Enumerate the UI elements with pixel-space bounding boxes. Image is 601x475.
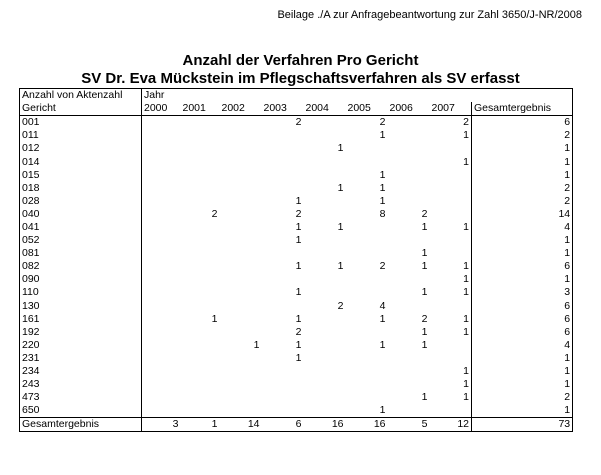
- count-cell: [430, 142, 472, 155]
- count-cell: 1: [421, 260, 428, 273]
- count-cell: [262, 378, 304, 391]
- row-total-cell: 2: [472, 195, 573, 208]
- gericht-cell: 041: [20, 221, 142, 234]
- count-cell: [142, 142, 181, 155]
- count-cell: [142, 195, 181, 208]
- count-cell: 1: [379, 129, 386, 142]
- table-row: [20, 300, 573, 313]
- count-cell: [142, 391, 181, 404]
- count-cell: 4: [379, 299, 386, 312]
- row-total-cell: 6: [472, 326, 573, 339]
- row-total-cell: 1: [472, 378, 573, 391]
- count-cell: [388, 352, 430, 365]
- count-cell: [304, 404, 346, 418]
- count-cell: [346, 326, 388, 339]
- count-cell: [220, 155, 262, 168]
- year-header: 2003: [262, 102, 304, 116]
- row-total-cell: 4: [472, 221, 573, 234]
- count-cell: [388, 155, 430, 168]
- gericht-cell: 082: [20, 260, 142, 273]
- count-cell: [220, 142, 262, 155]
- table-header-row: [20, 102, 573, 116]
- table-row: [20, 221, 573, 234]
- table-row: [20, 169, 573, 182]
- count-cell: [388, 129, 430, 142]
- count-cell: 2: [211, 207, 218, 220]
- count-cell: [142, 169, 181, 182]
- count-cell: 2: [295, 325, 302, 338]
- count-cell: 1: [295, 194, 302, 207]
- count-cell: [181, 116, 220, 130]
- row-total-cell: 1: [472, 273, 573, 286]
- count-cell: [346, 155, 388, 168]
- count-cell: 2: [463, 116, 469, 129]
- table-row: [20, 142, 573, 155]
- count-cell: [220, 208, 262, 221]
- count-cell: 1: [379, 404, 386, 417]
- gericht-cell: 234: [20, 365, 142, 378]
- count-cell: 1: [463, 273, 469, 286]
- count-cell: 1: [253, 338, 260, 351]
- count-cell: [220, 260, 262, 273]
- count-cell: 1: [463, 220, 469, 233]
- count-cell: [142, 221, 181, 234]
- grand-total-row: [20, 418, 573, 432]
- count-cell: [142, 339, 181, 352]
- count-cell: [388, 169, 430, 182]
- count-cell: 1: [421, 286, 428, 299]
- row-total-cell: 6: [472, 116, 573, 130]
- count-cell: [142, 260, 181, 273]
- row-total-cell: 1: [472, 365, 573, 378]
- count-cell: [430, 247, 472, 260]
- count-cell: [304, 169, 346, 182]
- year-total-cell: 6: [262, 418, 304, 432]
- count-cell: [304, 273, 346, 286]
- count-cell: [142, 129, 181, 142]
- count-cell: 1: [421, 220, 428, 233]
- count-cell: [142, 116, 181, 130]
- gericht-cell: 012: [20, 142, 142, 155]
- table-row: [20, 404, 573, 418]
- count-cell: [181, 195, 220, 208]
- table-row: [20, 378, 573, 391]
- count-cell: [181, 221, 220, 234]
- count-cell: [142, 273, 181, 286]
- count-cell: 1: [337, 181, 344, 194]
- year-header: 2002: [220, 102, 262, 116]
- row-total-cell: 6: [472, 300, 573, 313]
- gericht-cell: 001: [20, 116, 142, 130]
- count-cell: [181, 182, 220, 195]
- count-cell: [388, 234, 430, 247]
- count-cell: [430, 195, 472, 208]
- table-row: [20, 129, 573, 142]
- gericht-cell: 018: [20, 182, 142, 195]
- count-cell: 2: [379, 260, 386, 273]
- count-cell: 1: [295, 338, 302, 351]
- year-header: 2001: [181, 102, 220, 116]
- table-row: [20, 273, 573, 286]
- count-cell: [220, 326, 262, 339]
- row-total-cell: 1: [472, 247, 573, 260]
- count-cell: 8: [379, 207, 386, 220]
- gericht-cell: 473: [20, 391, 142, 404]
- count-cell: 1: [463, 365, 469, 378]
- row-total-cell: 1: [472, 234, 573, 247]
- year-header: 2000: [142, 102, 181, 116]
- count-cell: [262, 273, 304, 286]
- count-cell: [388, 365, 430, 378]
- count-cell: [181, 378, 220, 391]
- count-cell: [388, 116, 430, 130]
- count-cell: [220, 300, 262, 313]
- row-total-cell: 14: [472, 208, 573, 221]
- count-cell: [346, 247, 388, 260]
- count-cell: 1: [463, 378, 469, 391]
- count-cell: 2: [421, 312, 428, 325]
- table-row: [20, 365, 573, 378]
- table-header-row-top: [20, 89, 573, 103]
- count-cell: [388, 182, 430, 195]
- count-cell: [220, 234, 262, 247]
- row-total-cell: 1: [472, 169, 573, 182]
- count-cell: [181, 234, 220, 247]
- count-cell: [181, 169, 220, 182]
- count-cell: [262, 155, 304, 168]
- count-cell: [304, 352, 346, 365]
- gericht-cell: 090: [20, 273, 142, 286]
- count-cell: 1: [211, 312, 218, 325]
- year-total-cell: 5: [388, 418, 430, 432]
- year-total-cell: 16: [304, 418, 346, 432]
- table-subtitle: SV Dr. Eva Mückstein im Pflegschaftsverfahren als SV erfasst: [81, 70, 520, 87]
- row-total-cell: 6: [472, 260, 573, 273]
- row-total-cell: 3: [472, 286, 573, 299]
- count-cell: 1: [295, 286, 302, 299]
- count-cell: [346, 365, 388, 378]
- count-cell: [262, 404, 304, 418]
- gericht-cell: 231: [20, 352, 142, 365]
- count-cell: [304, 155, 346, 168]
- count-cell: [220, 352, 262, 365]
- year-total-cell: 12: [430, 418, 472, 432]
- count-cell: [220, 286, 262, 299]
- count-cell: [430, 182, 472, 195]
- count-cell: 1: [295, 234, 302, 247]
- table-row: [20, 326, 573, 339]
- gericht-cell: 081: [20, 247, 142, 260]
- gericht-cell: 040: [20, 208, 142, 221]
- count-cell: [142, 182, 181, 195]
- gericht-cell: 243: [20, 378, 142, 391]
- count-cell: [181, 339, 220, 352]
- count-cell: 1: [421, 247, 428, 260]
- count-cell: [304, 391, 346, 404]
- row-total-cell: 6: [472, 313, 573, 326]
- count-cell: 2: [379, 116, 386, 129]
- count-cell: [346, 378, 388, 391]
- count-cell: [220, 404, 262, 418]
- count-cell: [430, 300, 472, 313]
- gericht-cell: 052: [20, 234, 142, 247]
- count-cell: 1: [379, 168, 386, 181]
- count-cell: [220, 116, 262, 130]
- count-cell: 1: [295, 260, 302, 273]
- count-cell: [220, 378, 262, 391]
- table-row: [20, 391, 573, 404]
- count-cell: 1: [463, 391, 469, 404]
- gericht-cell: 130: [20, 300, 142, 313]
- count-cell: [262, 129, 304, 142]
- count-cell: [142, 286, 181, 299]
- count-cell: [304, 378, 346, 391]
- table-row: [20, 247, 573, 260]
- count-cell: [304, 365, 346, 378]
- table-row: [20, 155, 573, 168]
- table-row: [20, 352, 573, 365]
- count-cell: [304, 313, 346, 326]
- count-cell: 1: [421, 391, 428, 404]
- court-cases-table: [19, 88, 573, 432]
- count-cell: [262, 169, 304, 182]
- count-cell: [388, 300, 430, 313]
- count-cell: [304, 339, 346, 352]
- count-cell: [142, 365, 181, 378]
- count-cell: [220, 195, 262, 208]
- count-cell: [430, 208, 472, 221]
- count-cell: [181, 142, 220, 155]
- grand-total-label: Gesamtergebnis: [20, 418, 142, 432]
- row-total-cell: 2: [472, 182, 573, 195]
- count-cell: [142, 234, 181, 247]
- count-cell: [142, 247, 181, 260]
- row-total-cell: 1: [472, 155, 573, 168]
- count-cell: [304, 286, 346, 299]
- gericht-cell: 028: [20, 195, 142, 208]
- gericht-cell: 220: [20, 339, 142, 352]
- year-header: 2005: [346, 102, 388, 116]
- row-total-cell: 2: [472, 129, 573, 142]
- gericht-cell: 011: [20, 129, 142, 142]
- row-total-cell: 1: [472, 352, 573, 365]
- count-cell: [220, 129, 262, 142]
- count-cell: [181, 300, 220, 313]
- count-cell: [430, 169, 472, 182]
- gericht-cell: 650: [20, 404, 142, 418]
- document-reference: Beilage ./A zur Anfragebeantwortung zur Zahl 3650/J-NR/2008: [277, 9, 582, 21]
- row-total-cell: 2: [472, 391, 573, 404]
- count-cell: 1: [463, 260, 469, 273]
- year-total-cell: 14: [220, 418, 262, 432]
- row-total-cell: 1: [472, 142, 573, 155]
- gericht-cell: 192: [20, 326, 142, 339]
- table-row: [20, 234, 573, 247]
- count-cell: [181, 260, 220, 273]
- table-row: [20, 339, 573, 352]
- count-cell: [346, 286, 388, 299]
- year-header: 2007: [430, 102, 472, 116]
- count-cell: 1: [463, 155, 469, 168]
- table-row: [20, 116, 573, 130]
- count-cell: [346, 273, 388, 286]
- row-header-label: Gericht: [20, 102, 142, 116]
- count-cell: 2: [337, 299, 344, 312]
- row-total-cell: 4: [472, 339, 573, 352]
- count-cell: [220, 247, 262, 260]
- count-cell: [220, 313, 262, 326]
- count-cell: 1: [295, 312, 302, 325]
- count-cell: 1: [463, 129, 469, 142]
- count-cell: 1: [337, 260, 344, 273]
- count-cell: [388, 195, 430, 208]
- gericht-cell: 014: [20, 155, 142, 168]
- count-cell: [142, 155, 181, 168]
- count-cell: [304, 234, 346, 247]
- count-cell: [220, 391, 262, 404]
- count-cell: [262, 365, 304, 378]
- table-row: [20, 195, 573, 208]
- table-row: [20, 313, 573, 326]
- count-cell: [220, 169, 262, 182]
- count-cell: [430, 234, 472, 247]
- count-cell: [388, 142, 430, 155]
- count-cell: [346, 391, 388, 404]
- count-cell: [181, 391, 220, 404]
- count-cell: [430, 339, 472, 352]
- count-cell: [142, 378, 181, 391]
- count-cell: 1: [295, 351, 302, 364]
- count-cell: 1: [337, 142, 344, 155]
- count-cell: [304, 195, 346, 208]
- count-cell: [181, 273, 220, 286]
- grand-total-cell: 73: [472, 418, 573, 432]
- gericht-cell: 015: [20, 169, 142, 182]
- count-cell: [262, 182, 304, 195]
- count-cell: [388, 404, 430, 418]
- year-group-label: Jahr: [142, 89, 573, 103]
- count-cell: [142, 404, 181, 418]
- count-cell: 1: [379, 312, 386, 325]
- year-header: 2006: [388, 102, 430, 116]
- count-cell: [220, 365, 262, 378]
- count-cell: 1: [379, 194, 386, 207]
- count-cell: 1: [421, 325, 428, 338]
- count-cell: 1: [463, 325, 469, 338]
- year-total-cell: 16: [346, 418, 388, 432]
- count-cell: 1: [421, 338, 428, 351]
- count-cell: [304, 116, 346, 130]
- count-cell: [181, 129, 220, 142]
- count-cell: [304, 208, 346, 221]
- count-cell: 1: [463, 286, 469, 299]
- table-row: [20, 260, 573, 273]
- count-cell: [181, 365, 220, 378]
- count-cell: [181, 155, 220, 168]
- count-cell: [346, 221, 388, 234]
- gericht-cell: 110: [20, 286, 142, 299]
- count-cell: [181, 352, 220, 365]
- year-total-cell: 1: [181, 418, 220, 432]
- count-cell: [181, 404, 220, 418]
- table-row: [20, 182, 573, 195]
- count-cell: [388, 378, 430, 391]
- count-cell: [142, 300, 181, 313]
- table-row: [20, 208, 573, 221]
- count-cell: [220, 221, 262, 234]
- table-row: [20, 286, 573, 299]
- count-cell: [181, 326, 220, 339]
- count-cell: 2: [295, 207, 302, 220]
- count-cell: [388, 273, 430, 286]
- count-cell: [262, 300, 304, 313]
- count-cell: [142, 326, 181, 339]
- count-cell: [346, 234, 388, 247]
- count-cell: 1: [463, 312, 469, 325]
- table-title: Anzahl der Verfahren Pro Gericht: [182, 52, 419, 69]
- count-cell: [220, 182, 262, 195]
- count-cell: 2: [421, 207, 428, 220]
- count-cell: 2: [295, 116, 302, 129]
- count-cell: [430, 404, 472, 418]
- count-cell: [304, 247, 346, 260]
- count-cell: [430, 352, 472, 365]
- count-cell: 1: [379, 181, 386, 194]
- row-total-cell: 1: [472, 404, 573, 418]
- count-cell: [346, 142, 388, 155]
- count-cell: 1: [379, 338, 386, 351]
- count-cell: [142, 208, 181, 221]
- count-cell: [262, 142, 304, 155]
- count-cell: [142, 352, 181, 365]
- count-cell: [181, 286, 220, 299]
- year-total-cell: 3: [142, 418, 181, 432]
- count-cell: 1: [337, 220, 344, 233]
- year-header: 2004: [304, 102, 346, 116]
- count-cell: [304, 326, 346, 339]
- total-header: Gesamtergebnis: [472, 102, 573, 116]
- count-cell: [346, 352, 388, 365]
- count-cell: 1: [295, 220, 302, 233]
- count-cell: [304, 129, 346, 142]
- corner-label: Anzahl von Aktenzahl: [20, 89, 142, 103]
- count-cell: [262, 247, 304, 260]
- count-cell: [262, 391, 304, 404]
- count-cell: [220, 273, 262, 286]
- gericht-cell: 161: [20, 313, 142, 326]
- count-cell: [181, 247, 220, 260]
- count-cell: [142, 313, 181, 326]
